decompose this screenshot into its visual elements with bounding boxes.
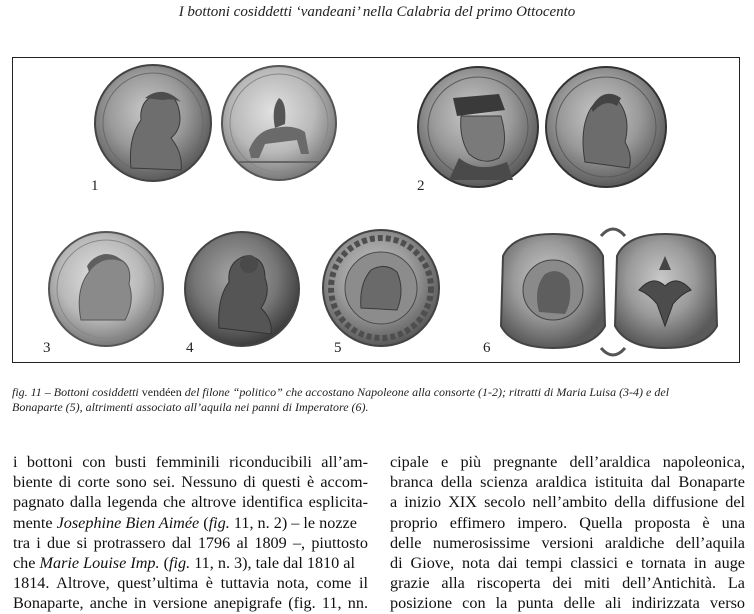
figure-number-4: 4 bbox=[186, 340, 194, 356]
figure-number-1: 1 bbox=[91, 178, 99, 194]
text-line: delle numerosissime versioni araldiche dell’aquila bbox=[390, 533, 745, 552]
button-6-emperor-eagle bbox=[501, 229, 717, 355]
figure-number-5: 5 bbox=[334, 340, 342, 356]
caption-lead: fig. 11 – Bottoni cosiddetti bbox=[12, 385, 139, 399]
text-line: di Giove, nota dai tempi classici e tornata in auge bbox=[390, 554, 745, 573]
button-3-marie-louise bbox=[49, 232, 163, 346]
text-line: tra i due si protrassero dal 1796 al 1809 –, piuttosto bbox=[13, 533, 368, 552]
body-text-left-column bbox=[13, 452, 368, 614]
figure-caption bbox=[12, 385, 744, 415]
text-line: Bonaparte, anche in versione anepigrafe (fig. 11, nn. bbox=[13, 594, 368, 613]
button-1-rider bbox=[222, 66, 336, 180]
figure-number-6: 6 bbox=[483, 340, 491, 356]
buttons-photograph bbox=[13, 58, 741, 364]
figure-plate bbox=[12, 57, 740, 363]
text-line: mente Josephine Bien Aimée (fig. 11, n. 2) – le nozze bbox=[13, 513, 357, 532]
text-line: biente di corte sono sei. Nessuno di questi è accom- bbox=[13, 473, 368, 492]
figure-number-2: 2 bbox=[417, 178, 425, 194]
button-4-marie-louise bbox=[185, 232, 299, 346]
button-1-bust bbox=[95, 65, 211, 181]
text-line: 1814. Altrove, quest’ultima è tuttavia nota, come il bbox=[13, 574, 368, 593]
caption-text-2: Bonaparte (5), altrimenti associato all’aquila nei panni di Imperatore (6). bbox=[12, 400, 369, 414]
text-line: cipale e più pregnante dell’araldica napoleonica, bbox=[390, 453, 745, 471]
text-line: a inizio XIX secolo nell’ambito della diffusione del bbox=[390, 493, 745, 512]
text-line: che Marie Louise Imp. (fig. 11, n. 3), tale dal 1810 al bbox=[13, 554, 355, 573]
text-line: i bottoni con busti femminili riconducibili all’am- bbox=[13, 453, 368, 471]
body-text-right-column bbox=[390, 452, 745, 614]
button-2-josephine bbox=[546, 67, 666, 187]
text-line: grazie alla riscoperta dei miti dell’Antichità. La bbox=[390, 574, 745, 593]
text-line: proprio effimero impero. Quella proposta è una bbox=[390, 513, 745, 532]
text-line: branca della scienza araldica istituita dal Bonaparte bbox=[390, 473, 745, 492]
button-5-bonaparte bbox=[323, 230, 439, 346]
caption-upright-word: vendéen bbox=[141, 385, 182, 399]
running-head: I bottoni cosiddetti ‘vandeani’ nella Calabria del primo Ottocento bbox=[178, 4, 576, 20]
caption-text: del filone “politico” che accostano Napoleone alla consorte (1-2); ritratti di Maria Luisa (3-4) e del bbox=[184, 385, 670, 399]
text-line: posizione con la punta delle ali indirizzata verso bbox=[390, 594, 745, 613]
figure-number-3: 3 bbox=[43, 340, 51, 356]
text-line: pagnato dalla legenda che altrove identifica esplicita- bbox=[13, 493, 368, 512]
button-2-napoleon bbox=[418, 67, 538, 187]
